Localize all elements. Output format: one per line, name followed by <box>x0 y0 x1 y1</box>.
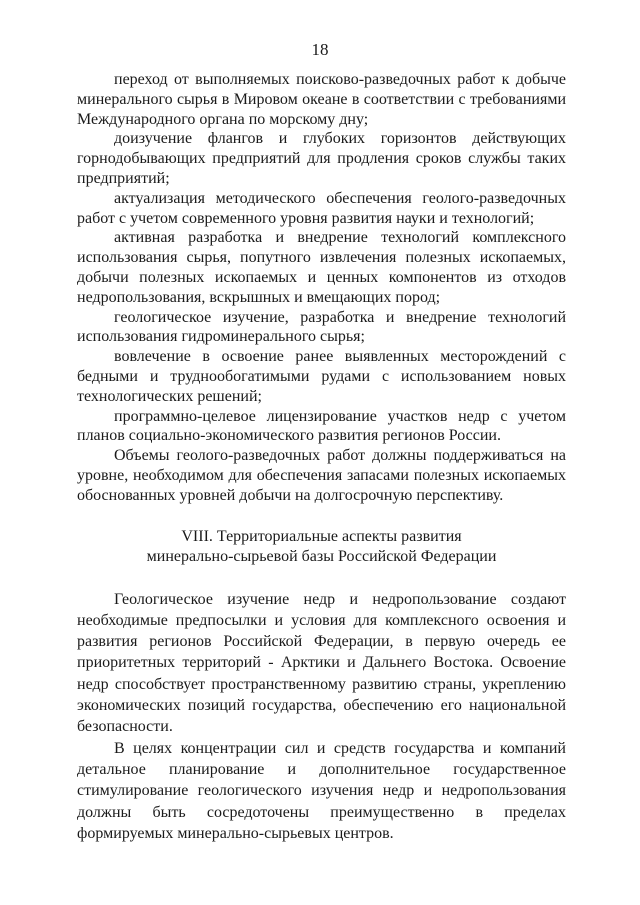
list-item: вовлечение в освоение ранее выявленных месторождений с бедными и труднообогатимыми рудами с использованием новых технологических решений; <box>77 348 566 405</box>
list-item: активная разработка и внедрение технологий комплексного использования сырья, попутного извлечения полезных ископаемых, добычи полезных ископаемых и ценных компонентов из отходов недропользования, вскрышных и вмещающих пород; <box>77 229 566 306</box>
page-number: 18 <box>311 40 329 59</box>
section-title-line-2: минерально-сырьевой базы Российской Федерации <box>146 547 497 565</box>
closing-paragraph: Объемы геолого-разведочных работ должны поддерживаться на уровне, необходимом для обеспечения запасами полезных ископаемых обоснованных уровней добычи на долгосрочную перспективу. <box>77 447 566 504</box>
section-title-line-1: VIII. Территориальные аспекты развития <box>181 527 462 545</box>
section-paragraph: В целях концентрации сил и средств государства и компаний детальное планирование и дополнительное государственное стимулирование геологического изучения недр и недропользования должны быть сосредоточены преимущественно в пределах формируемых минерально-сырьевых центров. <box>77 739 566 842</box>
section-body <box>77 589 566 845</box>
list-item: актуализация методического обеспечения геолого-разведочных работ с учетом современного уровня развития науки и технологий; <box>77 189 566 227</box>
section-heading <box>77 506 566 589</box>
section-paragraph: Геологическое изучение недр и недропользование создают необходимые предпосылки и условия для комплексного освоения и развития регионов Российской Федерации, в первую очередь ее приоритетных территорий - Арктики и Дальнего Востока. Освоение недр способствует пространственному развитию страны, укреплению экономических позиций государства, обеспечению его национальной безопасности. <box>77 590 566 736</box>
list-item: геологическое изучение, разработка и внедрение технологий использования гидроминерального сырья; <box>77 308 566 346</box>
list-item: доизучение флангов и глубоких горизонтов действующих горнодобывающих предприятий для продления сроков службы таких предприятий; <box>77 130 566 187</box>
list-item: переход от выполняемых поисково-разведочных работ к добыче минерального сырья в Мировом океане в соответствии с требованиями Международного органа по морскому дну; <box>77 71 566 128</box>
document-body <box>77 70 566 844</box>
list-item: программно-целевое лицензирование участков недр с учетом планов социально-экономического развития регионов России. <box>77 407 566 445</box>
